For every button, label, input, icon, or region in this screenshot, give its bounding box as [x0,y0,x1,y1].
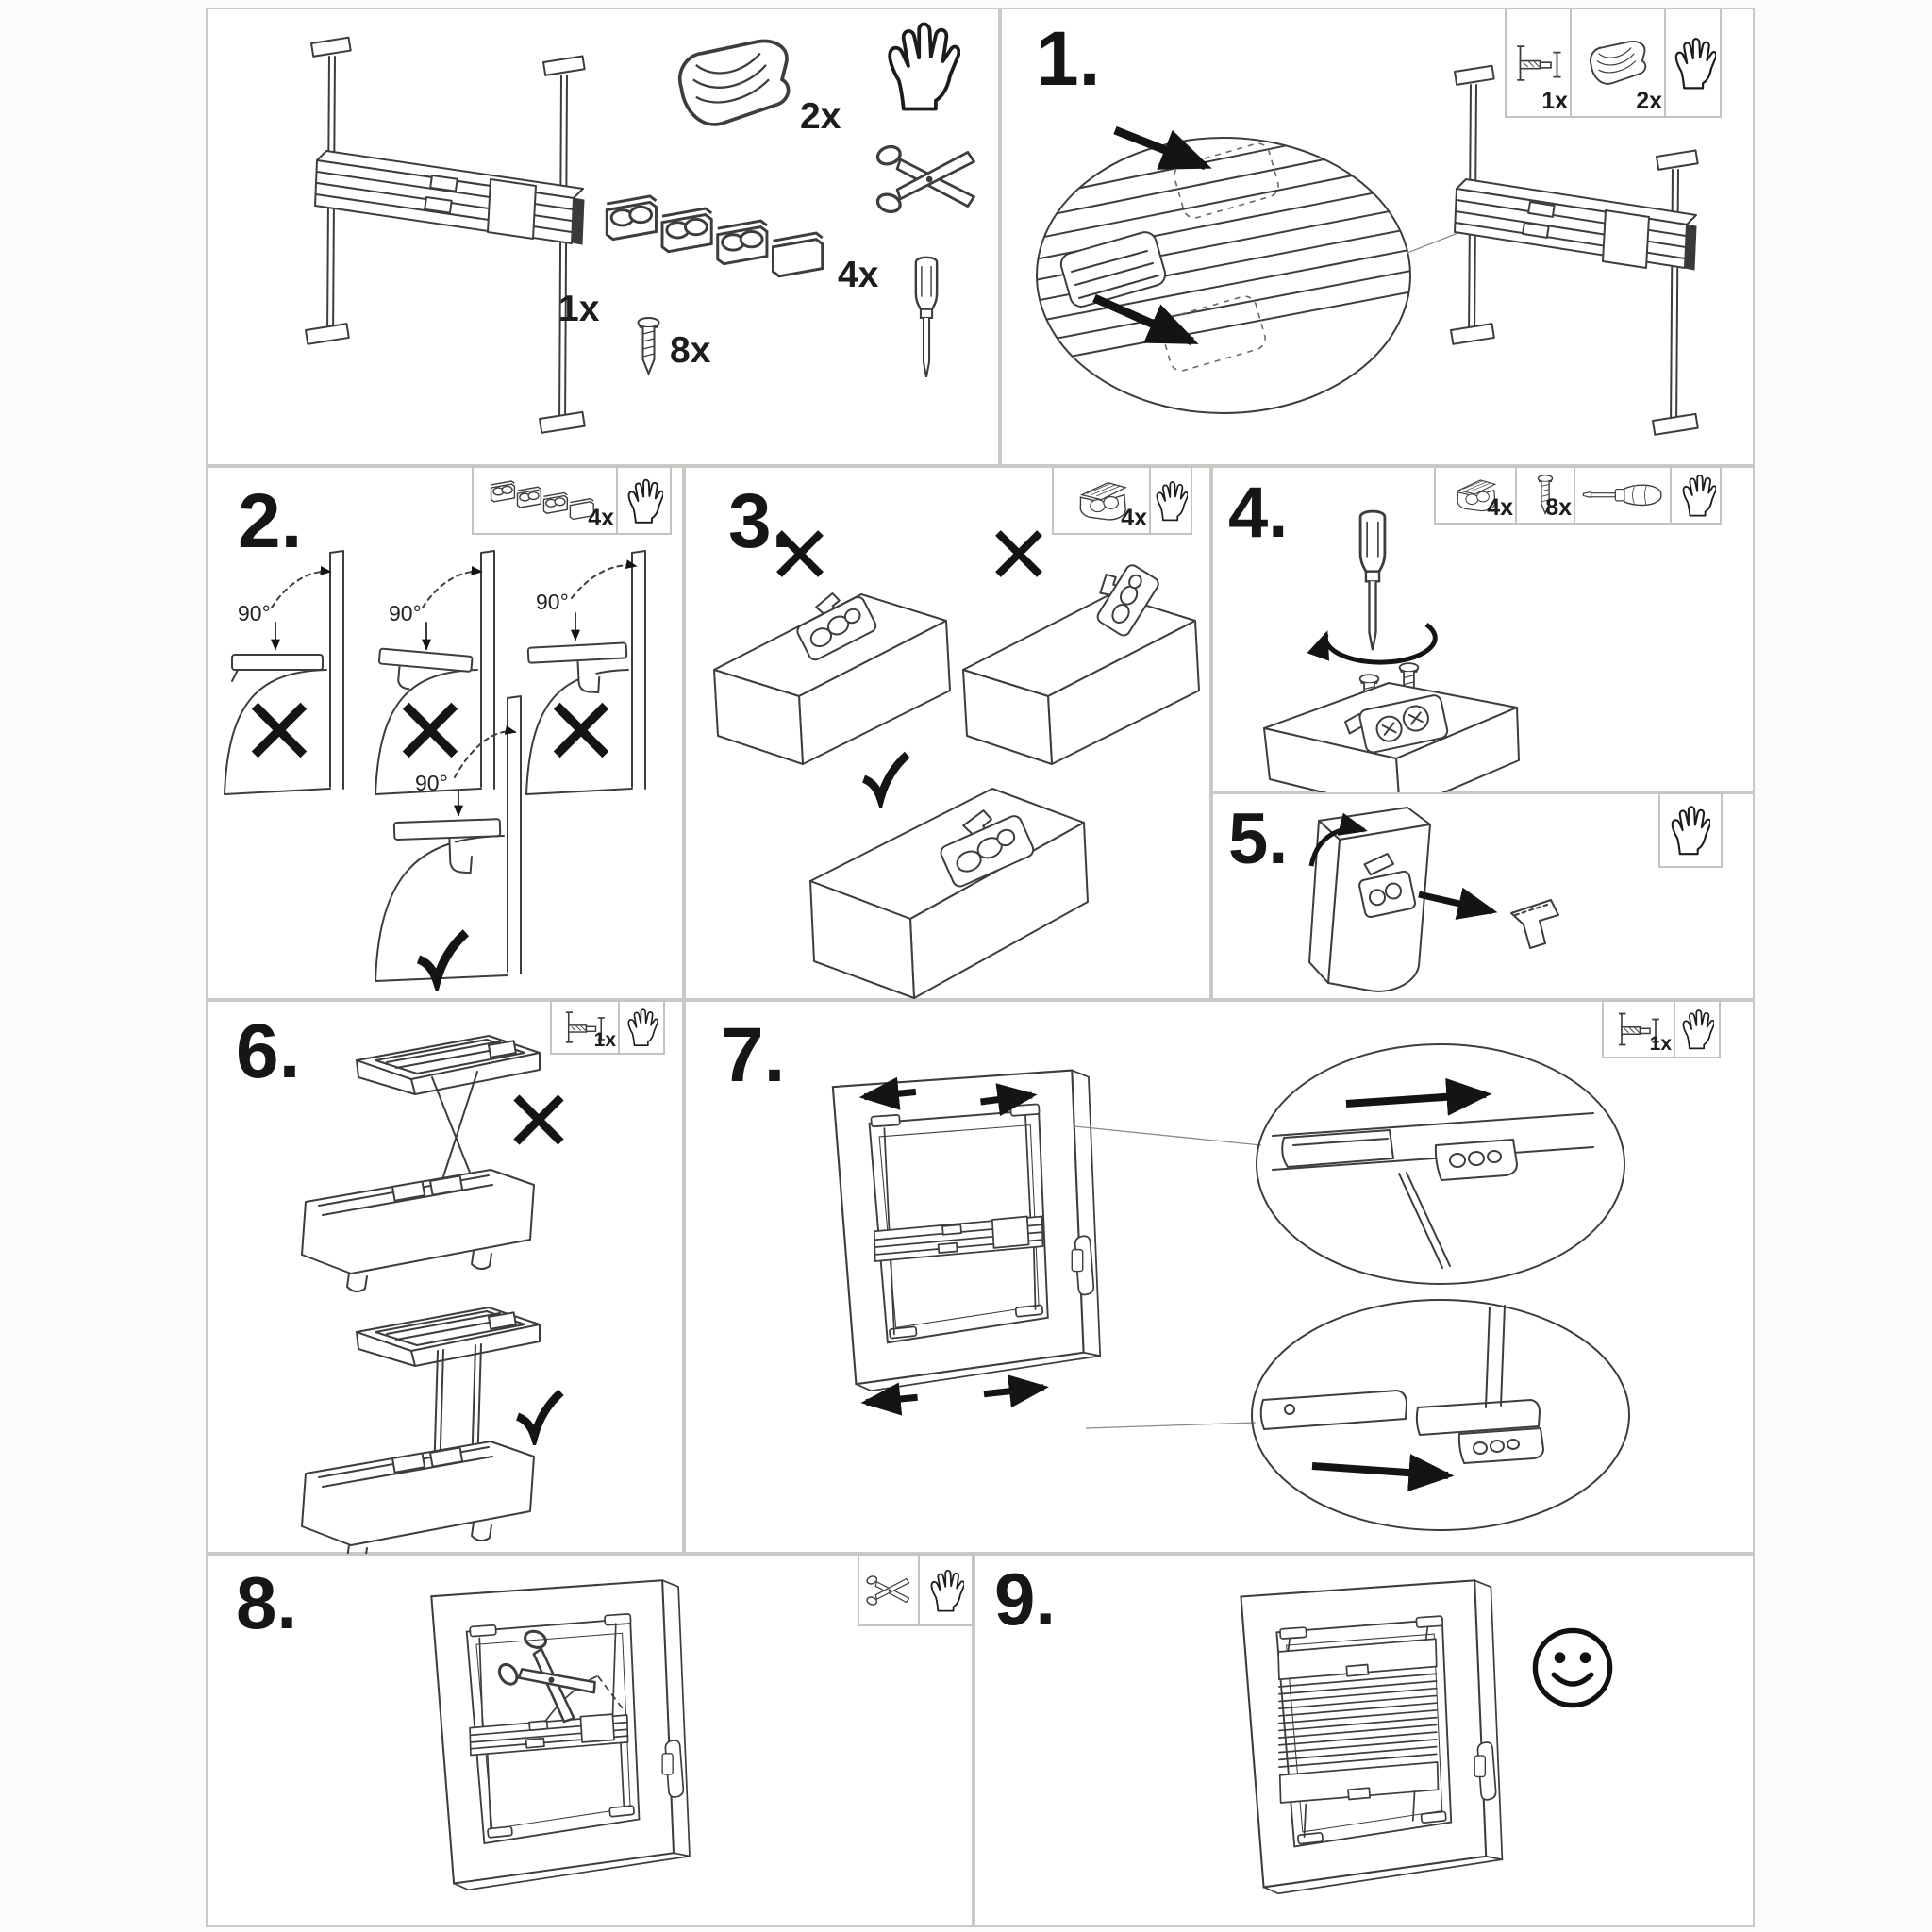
step-7-hand-cell [1675,1002,1721,1057]
hand-icon [628,1009,658,1045]
step-3-hand-cell [1151,468,1192,533]
cover-piece [1511,900,1558,948]
step-1-rail-cell [1507,9,1572,116]
check-mark [518,1392,561,1436]
angle-label: 90° [536,590,569,614]
step-3-bracket-cell [1054,468,1151,533]
wrong-cords-diagram [302,1036,561,1291]
step-5-number: 5. [1228,799,1289,879]
hand-icon [1683,1010,1714,1048]
screw-icon [639,318,659,374]
step-1-rail-qty: 1x [1541,88,1568,114]
window-finished-blind [1241,1580,1502,1893]
step-2-header [472,466,672,535]
arrow-slide-bottom [1094,298,1192,341]
bracket-strip-icon [607,196,822,276]
step-4-screwdriver-cell [1575,468,1672,523]
arrow-slide-right [1346,1094,1486,1104]
arrow-slide-right [1312,1466,1448,1475]
blind-qty-label: 1x [558,289,600,329]
step-1-clamp-qty: 2x [1636,88,1662,114]
screwdriver-icon [1360,511,1385,650]
parts-overview-drawing [208,9,1002,468]
step-2-number: 2. [238,478,303,564]
arrow-bottom-left [866,1397,918,1402]
step-4-number: 4. [1228,473,1289,553]
window-with-blind [833,1071,1100,1403]
step-4-screw-cell [1517,468,1575,523]
step-7-number: 7. [721,1012,786,1098]
clamp-icon [1591,41,1645,83]
step-6-header [550,1000,665,1055]
cross-mark [998,533,1040,575]
step-1-hand-cell [1666,9,1724,116]
leader-line [1407,232,1460,253]
step-4-header [1434,466,1722,525]
blind-rail-icon [1517,46,1560,80]
correct-cords-diagram [302,1307,561,1563]
check-mark [419,933,466,980]
bracket-strip-icon [491,481,593,519]
step-2-bracket-qty: 4x [588,505,614,531]
step-9-number: 9. [994,1557,1057,1641]
step-3-bracket-qty: 4x [1121,505,1147,531]
step-7-rail-cell [1604,1002,1675,1057]
window-cut-cord [431,1580,690,1890]
step-8-scissors-cell [859,1556,920,1624]
step-4-screw-qty: 8x [1545,494,1572,521]
cross-mark [516,1097,560,1141]
step-6-rail-cell [552,1002,620,1053]
magnified-bottom-bracket [1252,1300,1629,1530]
wrong-placement-2 [963,556,1199,764]
step-5-hand-cell [1660,794,1721,866]
step-7-rail-qty: 1x [1649,1033,1672,1055]
step-2-bracket-cell [474,468,618,533]
panel-step-9 [974,1554,1755,1927]
panel-step-7 [684,1000,1755,1554]
wrong-placement-1 [714,582,950,764]
rotate-arrow [1325,625,1435,662]
screw-qty-label: 8x [670,330,711,371]
scissors-icon [866,1574,909,1606]
cross-mark [557,706,606,755]
blind-assembly-step1 [1451,66,1698,435]
hand-icon [1683,475,1716,516]
hand-icon [1675,39,1715,88]
step-6-number: 6. [236,1008,301,1094]
clamp-qty-label: 2x [800,96,841,137]
correct-placement [810,789,1088,998]
step-4-bracket-qty: 4x [1487,494,1513,521]
clamp-sliding-bottom [1058,229,1168,308]
magnified-rail-detail [1030,73,1438,373]
hand-icon [1673,807,1711,854]
clamp-part-icon [680,42,789,125]
arrow-bottom-right [984,1388,1043,1394]
correct-bracket-diagram [375,696,521,981]
hand-icon [931,1570,964,1610]
step-8-number: 8. [236,1561,298,1644]
arrow-slide-top [1115,130,1206,166]
leader-lines [1074,1126,1261,1428]
smiley-icon [1535,1630,1609,1705]
bracket-qty-label: 4x [838,255,879,295]
step-7-header [1602,1000,1721,1058]
cross-mark [406,706,455,755]
magnified-top-bracket [1257,1044,1624,1284]
hand-icon [890,24,958,108]
step-3-number: 3. [728,478,793,564]
blind-assembly-drawing [306,38,585,433]
hand-icon [1157,482,1188,520]
step-4-bracket-cell [1436,468,1517,523]
screwdriver-icon [916,258,937,377]
hand-icon [628,479,663,522]
angle-label: 90° [238,601,271,625]
screwdriver-icon [1583,485,1661,505]
step-8-header [858,1554,974,1626]
step-6-hand-cell [620,1002,665,1053]
step-1-clamp-cell [1572,9,1666,116]
cross-mark [255,706,304,755]
step-4-hand-cell [1672,468,1725,523]
step-2-hand-cell [618,468,672,533]
step-6-rail-qty: 1x [593,1029,616,1051]
step-8-hand-cell [920,1556,974,1624]
step-5-header [1658,792,1723,868]
bracket-icon [1080,482,1125,519]
panel-parts-overview [206,8,1000,466]
step-3-header [1052,466,1192,535]
check-mark [864,755,908,798]
angle-label: 90° [389,601,422,625]
scissors-icon [875,144,974,215]
step-1-header [1505,8,1722,118]
remove-arrow [1419,894,1492,911]
angle-label: 90° [415,771,448,795]
wrong-bracket-diagrams [225,551,645,981]
step-1-number: 1. [1036,16,1101,102]
